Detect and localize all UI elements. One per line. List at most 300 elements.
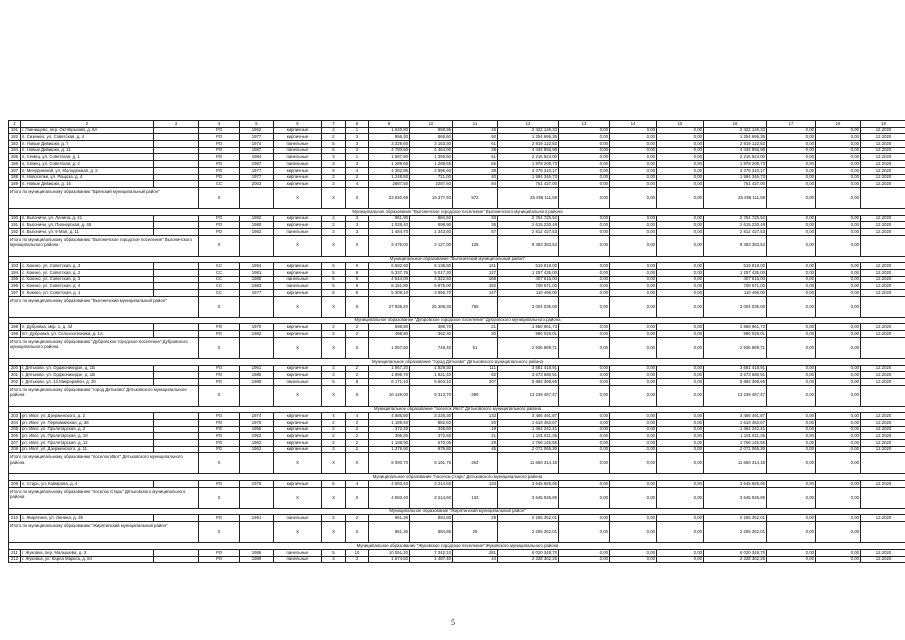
table-cell: 2 <box>346 324 369 331</box>
table-cell: 2 <box>346 446 369 453</box>
table-cell: 362,30 <box>410 331 453 338</box>
table-cell: 0,00 <box>816 372 861 379</box>
table-cell: 196 <box>9 283 21 290</box>
table-cell: 0,00 <box>657 549 704 556</box>
table-cell: 6 020 348,70 <box>704 549 767 556</box>
table-cell <box>154 263 199 270</box>
total-cell: 3 645 926,05 <box>498 487 559 508</box>
table-cell: 12.2020 <box>861 433 905 440</box>
table-cell: 2 <box>346 515 369 522</box>
table-row <box>9 433 905 440</box>
total-cell: 2 936 989,71 <box>498 337 559 358</box>
table-cell <box>154 181 199 188</box>
table-cell <box>154 378 199 385</box>
table-cell: 751 437,00 <box>498 181 559 188</box>
table-cell: РО <box>199 365 240 372</box>
total-row <box>9 522 905 543</box>
total-cell: 3 645 926,05 <box>704 487 767 508</box>
total-cell <box>240 187 274 208</box>
total-cell: X <box>199 453 240 474</box>
total-label: Итого по муниципальному образованию "Жирятинский муниципальный район" <box>9 522 199 543</box>
table-cell: 30 <box>453 331 498 338</box>
table-cell: 2 <box>346 433 369 440</box>
table-row <box>9 290 905 297</box>
table-cell: 3 466 491,87 <box>498 413 559 420</box>
table-cell: РО <box>199 215 240 222</box>
table-row <box>9 154 905 161</box>
table-cell: 2 216 524,00 <box>498 154 559 161</box>
table-cell: 127 <box>453 270 498 277</box>
section-title: Муниципальное образование "Жирятинский муниципальный район" <box>9 508 905 515</box>
table-cell: 195 <box>9 276 21 283</box>
table-cell: 12.2020 <box>861 263 905 270</box>
total-label: Итого по муниципальному образованию "поселок Ивот" Дятьковского муниципального района <box>9 453 199 474</box>
table-cell: 45 <box>453 446 498 453</box>
table-cell: 0,00 <box>559 413 610 420</box>
table-cell: 50 <box>453 134 498 141</box>
table-cell: с. Жирятино, ул. Ленина, д. 39 <box>21 515 154 522</box>
table-cell: 12.2020 <box>861 419 905 426</box>
total-cell <box>861 453 905 474</box>
total-cell: X <box>322 235 346 256</box>
total-label: Итого по муниципальному образованию "Выгоничский муниципальный район" <box>9 296 199 317</box>
table-cell: кирпичные <box>274 174 322 181</box>
table-cell: 0,00 <box>657 556 704 563</box>
total-cell: 765 <box>453 296 498 317</box>
table-cell: 12.2020 <box>861 141 905 148</box>
table-cell: 0,00 <box>767 413 816 420</box>
table-cell: 2 422 146,33 <box>498 127 559 134</box>
table-cell: панельные <box>274 556 322 563</box>
column-number: 10 <box>410 121 453 128</box>
table-cell: 0,00 <box>816 324 861 331</box>
total-cell: X <box>274 385 322 406</box>
table-cell: 51 <box>453 154 498 161</box>
total-cell: 0,00 <box>657 522 704 543</box>
table-cell: 188 <box>9 174 21 181</box>
table-cell <box>154 161 199 168</box>
table-cell <box>154 147 199 154</box>
table-cell: 12.2020 <box>861 222 905 229</box>
table-cell: 0,00 <box>816 161 861 168</box>
table-cell: 0,00 <box>767 556 816 563</box>
table-cell: 12.2020 <box>861 127 905 134</box>
table-cell: 0,00 <box>816 481 861 488</box>
table-cell: 0,00 <box>610 481 657 488</box>
total-cell: 0,00 <box>657 187 704 208</box>
table-cell: 44 <box>453 556 498 563</box>
table-cell: 0,00 <box>816 283 861 290</box>
total-cell: 0,00 <box>816 296 861 317</box>
table-cell: 38 <box>453 147 498 154</box>
table-cell: 12.2020 <box>861 174 905 181</box>
table-cell: 1 766 145,55 <box>498 440 559 447</box>
table-cell: 12.2020 <box>861 290 905 297</box>
table-cell: 3 <box>322 556 346 563</box>
table-cell: 1982 <box>240 331 274 338</box>
total-cell <box>240 453 274 474</box>
table-cell: 0,00 <box>767 290 816 297</box>
table-cell: 0,00 <box>559 433 610 440</box>
table-cell: 0,00 <box>767 378 816 385</box>
table-cell: 519 818,00 <box>498 263 559 270</box>
total-cell: 0,00 <box>610 487 657 508</box>
table-cell: рп. Ивот, ул. Пролетарская, д. 10 <box>21 433 154 440</box>
table-cell: 191 <box>9 222 21 229</box>
table-cell: РО <box>199 440 240 447</box>
table-cell: 203 <box>9 413 21 420</box>
table-cell: 3 <box>346 161 369 168</box>
table-cell: 6 <box>346 276 369 283</box>
table-cell: 0,00 <box>816 228 861 235</box>
table-cell: 12.2020 <box>861 331 905 338</box>
table-cell: п. Сиземео, ул. Советская, д. 4 <box>21 134 154 141</box>
total-cell: 0,00 <box>559 296 610 317</box>
table-cell: СС <box>199 181 240 188</box>
table-cell: 2003 <box>240 181 274 188</box>
table-cell: 0,00 <box>610 174 657 181</box>
total-cell: X <box>274 522 322 543</box>
table-cell: 5 875,00 <box>410 283 453 290</box>
table-cell: 12.2020 <box>861 134 905 141</box>
section-title: Муниципальное образование "Выгоничское городское поселение" Выгоничского муниципального района <box>9 208 905 215</box>
table-cell <box>154 556 199 563</box>
table-cell: 4 593,40 <box>369 481 410 488</box>
table-cell <box>154 419 199 426</box>
table-cell: 110 496,00 <box>704 290 767 297</box>
table-cell: 205 <box>9 426 21 433</box>
table-cell: 168 <box>453 276 498 283</box>
table-cell: 12.2020 <box>861 446 905 453</box>
total-cell: X <box>322 385 346 406</box>
table-cell: 3 <box>322 446 346 453</box>
table-cell: 1 189,40 <box>369 419 410 426</box>
table-cell: 9 <box>346 263 369 270</box>
table-cell: г. Дятьково, ул. 13 Микрорайон, д. 20 <box>21 378 154 385</box>
table-cell: РО <box>199 331 240 338</box>
table-cell: кирпичные <box>274 413 322 420</box>
table-cell: 1 254 696,35 <box>498 134 559 141</box>
table-cell: 0,00 <box>610 365 657 372</box>
table-row <box>9 276 905 283</box>
table-cell: 1 254 696,35 <box>704 134 767 141</box>
table-cell: 0,00 <box>767 283 816 290</box>
total-cell: 13 239 467,47 <box>498 385 559 406</box>
total-cell: X <box>346 337 369 358</box>
table-cell: 0,00 <box>816 181 861 188</box>
table-cell: 6 <box>346 283 369 290</box>
table-cell: 0,00 <box>610 141 657 148</box>
table-cell: 1983 <box>240 283 274 290</box>
table-cell: 5 <box>322 141 346 148</box>
table-cell: 0,00 <box>816 426 861 433</box>
table-cell: 0,00 <box>816 134 861 141</box>
table-cell: с. Кокино, ул. Советская, д. 4 <box>21 283 154 290</box>
table-cell: 0,00 <box>657 372 704 379</box>
table-cell: 0,00 <box>816 413 861 420</box>
table-cell: 1 567,80 <box>369 154 410 161</box>
table-cell <box>154 276 199 283</box>
table-cell: кирпичные <box>274 290 322 297</box>
table-cell: 0,00 <box>657 283 704 290</box>
table-cell: 0,00 <box>767 481 816 488</box>
table-cell: 0,00 <box>816 270 861 277</box>
table-cell: 0,00 <box>559 228 610 235</box>
total-cell: X <box>199 385 240 406</box>
table-cell: кирпичные <box>274 324 322 331</box>
table-cell: 2 <box>346 440 369 447</box>
table-cell: 212 <box>9 556 21 563</box>
table-cell: 2 <box>346 372 369 379</box>
table-cell: 0,00 <box>610 127 657 134</box>
column-number: 2 <box>21 121 154 128</box>
table-cell: 5 <box>322 276 346 283</box>
table-cell: 1984 <box>240 154 274 161</box>
table-cell: 3 376 310,17 <box>704 167 767 174</box>
table-cell <box>154 331 199 338</box>
table-cell: 5 <box>322 147 346 154</box>
table-cell: 0,00 <box>767 215 816 222</box>
table-cell: 0,00 <box>816 174 861 181</box>
table-cell: 1 289,65 <box>410 161 453 168</box>
table-cell: РО <box>199 167 240 174</box>
table-cell: 0,00 <box>657 413 704 420</box>
table-cell: 19 <box>453 426 498 433</box>
table-cell: 2 072 065,30 <box>498 446 559 453</box>
table-cell: п. Семец, ул. Советская, д. 1 <box>21 154 154 161</box>
table-cell: 0,00 <box>767 154 816 161</box>
table-cell: 0,00 <box>657 263 704 270</box>
table-cell: 4 <box>346 481 369 488</box>
table-cell: 0,00 <box>767 549 816 556</box>
total-cell: 51 <box>453 337 498 358</box>
table-cell: 0,00 <box>767 141 816 148</box>
table-cell: п. Кокино, ул. Советская, д. 1 <box>21 290 154 297</box>
total-cell: 4 593,40 <box>369 487 410 508</box>
table-cell: СС <box>199 263 240 270</box>
table-row <box>9 549 905 556</box>
table-cell: 0,00 <box>559 556 610 563</box>
table-cell: кирпичные <box>274 440 322 447</box>
table-cell: 979,80 <box>410 446 453 453</box>
table-cell <box>154 222 199 229</box>
table-cell: кирпичные <box>274 331 322 338</box>
table-cell: 0,00 <box>559 440 610 447</box>
total-cell: X <box>199 487 240 508</box>
table-cell: п. Новоселки, ул. Рощоза, д. 4 <box>21 174 154 181</box>
table-cell: 0,00 <box>657 215 704 222</box>
total-cell: 0,00 <box>610 522 657 543</box>
table-cell: 190 <box>9 215 21 222</box>
table-cell: РО <box>199 161 240 168</box>
total-row <box>9 235 905 256</box>
total-cell: 748,40 <box>410 337 453 358</box>
table-cell: п. Семец, ул. Советская, д. 2 <box>21 161 154 168</box>
table-cell: п. Новые Дивишки, д. 16 <box>21 181 154 188</box>
table-cell: 1953 <box>240 433 274 440</box>
table-cell: 0,00 <box>767 174 816 181</box>
table-cell <box>154 154 199 161</box>
table-cell: 3 <box>346 141 369 148</box>
table-cell: 0,00 <box>610 134 657 141</box>
table-row <box>9 147 905 154</box>
total-cell: 0,00 <box>816 337 861 358</box>
table-cell: 45 <box>453 127 498 134</box>
total-cell: 0,00 <box>559 187 610 208</box>
table-cell: 0,00 <box>657 446 704 453</box>
total-cell <box>240 235 274 256</box>
section-title: Муниципальное образование "поселок Ивот" Дятьковского муниципального района <box>9 406 905 413</box>
table-cell: 21 <box>453 433 498 440</box>
table-cell: 3 681 418,91 <box>704 365 767 372</box>
table-cell: 201 <box>9 372 21 379</box>
table-cell: рп. Ивот, ул. Пролетарская, д. 2 <box>21 426 154 433</box>
table-cell: 209 <box>9 481 21 488</box>
table-cell: 0,00 <box>657 481 704 488</box>
table-cell: 1 359,60 <box>410 154 453 161</box>
total-cell: 399 <box>453 385 498 406</box>
table-cell: 5 884 368,65 <box>498 378 559 385</box>
column-number: 4 <box>199 121 240 128</box>
table-cell: 1977 <box>240 167 274 174</box>
table-cell: 1962 <box>240 446 274 453</box>
table-cell: 2 <box>322 331 346 338</box>
table-cell: 187 <box>9 167 21 174</box>
table-cell: 1985 <box>240 372 274 379</box>
total-cell: X <box>199 187 240 208</box>
table-cell: 2287,60 <box>410 181 453 188</box>
table-cell <box>154 440 199 447</box>
table-cell: 192 <box>9 228 21 235</box>
total-cell: 3 475,00 <box>369 235 410 256</box>
column-number: 19 <box>861 121 905 128</box>
table-cell: 1989 <box>240 378 274 385</box>
table-cell: РО <box>199 413 240 420</box>
total-cell: 9 383 383,54 <box>498 235 559 256</box>
table-cell: 0,00 <box>657 365 704 372</box>
table-cell: кирпичные <box>274 372 322 379</box>
table-cell: п. Новые Дивишки, д. 7 <box>21 141 154 148</box>
total-cell: X <box>346 296 369 317</box>
table-cell: 1 484,70 <box>369 228 410 235</box>
table-cell: 0,00 <box>610 147 657 154</box>
table-cell: РО <box>199 141 240 148</box>
table-cell: 0,00 <box>610 556 657 563</box>
column-number: 3 <box>154 121 199 128</box>
column-number: 5 <box>240 121 274 128</box>
table-cell: 0,00 <box>657 167 704 174</box>
table-cell: 0,00 <box>816 222 861 229</box>
table-cell: 3 329,60 <box>369 141 410 148</box>
table-cell: 2 216 524,00 <box>704 154 767 161</box>
table-cell: рп. Ивот, ул. Пролетарская, д. 12 <box>21 440 154 447</box>
table-cell: 0,00 <box>657 433 704 440</box>
table-cell: 4 790,50 <box>369 147 410 154</box>
table-cell: 1 640,80 <box>369 127 410 134</box>
section-title: Муниципальное образование "Выгоничский муниципальный район" <box>9 256 905 263</box>
table-cell: 3 673 680,91 <box>498 372 559 379</box>
table-cell: 3 <box>346 147 369 154</box>
table-cell: панельные <box>274 515 322 522</box>
table-cell: 4 434 956,98 <box>704 147 767 154</box>
table-cell: 5 663,10 <box>410 378 453 385</box>
total-cell: 6 191,76 <box>410 453 453 474</box>
table-cell: 1981 <box>240 270 274 277</box>
table-cell: 4 <box>346 413 369 420</box>
table-cell: 1 821,40 <box>410 372 453 379</box>
table-cell <box>154 228 199 235</box>
table-cell: панельные <box>274 228 322 235</box>
table-cell: 0,00 <box>767 433 816 440</box>
total-cell: X <box>199 235 240 256</box>
table-cell: 0,00 <box>559 134 610 141</box>
total-cell <box>861 296 905 317</box>
table-cell: 111 <box>453 365 498 372</box>
table-cell: 0,00 <box>559 161 610 168</box>
table-cell: 0,00 <box>816 141 861 148</box>
total-row <box>9 337 905 358</box>
table-cell: 0,00 <box>559 331 610 338</box>
table-cell: 0,00 <box>610 215 657 222</box>
table-cell: панельные <box>274 147 322 154</box>
column-number: 1 <box>9 121 21 128</box>
table-cell: РО <box>199 433 240 440</box>
total-cell: 9 313,70 <box>410 385 453 406</box>
table-cell: 1 978 209,73 <box>704 161 767 168</box>
total-label: Итого по муниципальному образованию "Дубровское городское поселение" Дубровского муниципального района <box>9 337 199 358</box>
table-cell: 570,06 <box>410 440 453 447</box>
table-cell: 0,00 <box>657 154 704 161</box>
total-cell: 1 057,60 <box>369 337 410 358</box>
table-cell: 0,00 <box>767 446 816 453</box>
table-cell: 57 <box>453 228 498 235</box>
total-cell: 0,00 <box>657 235 704 256</box>
table-cell: 0,00 <box>816 127 861 134</box>
table-cell: 1986 <box>240 549 274 556</box>
table-cell: панельные <box>274 378 322 385</box>
table-cell: 12.2020 <box>861 167 905 174</box>
table-cell: 0,00 <box>610 263 657 270</box>
section-row <box>9 474 905 481</box>
table-cell: 0,00 <box>657 290 704 297</box>
table-cell: 882,60 <box>410 419 453 426</box>
table-cell: 35 <box>453 222 498 229</box>
table-cell <box>154 433 199 440</box>
table-row <box>9 372 905 379</box>
table-cell: 133 <box>453 413 498 420</box>
table-cell: 0,00 <box>816 331 861 338</box>
total-cell: 10 149,00 <box>369 385 410 406</box>
header-row <box>9 121 905 128</box>
table-cell: 1970 <box>240 324 274 331</box>
table-cell: панельные <box>274 283 322 290</box>
table-cell: 3 <box>346 215 369 222</box>
table-row <box>9 365 905 372</box>
table-row <box>9 161 905 168</box>
table-cell: 3 <box>346 556 369 563</box>
table-cell: 1 950 961,73 <box>498 324 559 331</box>
table-cell: кирпичные <box>274 481 322 488</box>
table-cell: 0,00 <box>816 276 861 283</box>
total-cell: 0,00 <box>767 385 816 406</box>
table-cell: СС <box>199 276 240 283</box>
table-cell: кирпичные <box>274 446 322 453</box>
table-cell: 12.2020 <box>861 365 905 372</box>
total-cell: 125 <box>453 235 498 256</box>
table-cell: 3 153,30 <box>410 141 453 148</box>
table-cell: 1955 <box>240 426 274 433</box>
table-cell: п. Мичуринский, ул. Молодежная, д. 2 <box>21 167 154 174</box>
